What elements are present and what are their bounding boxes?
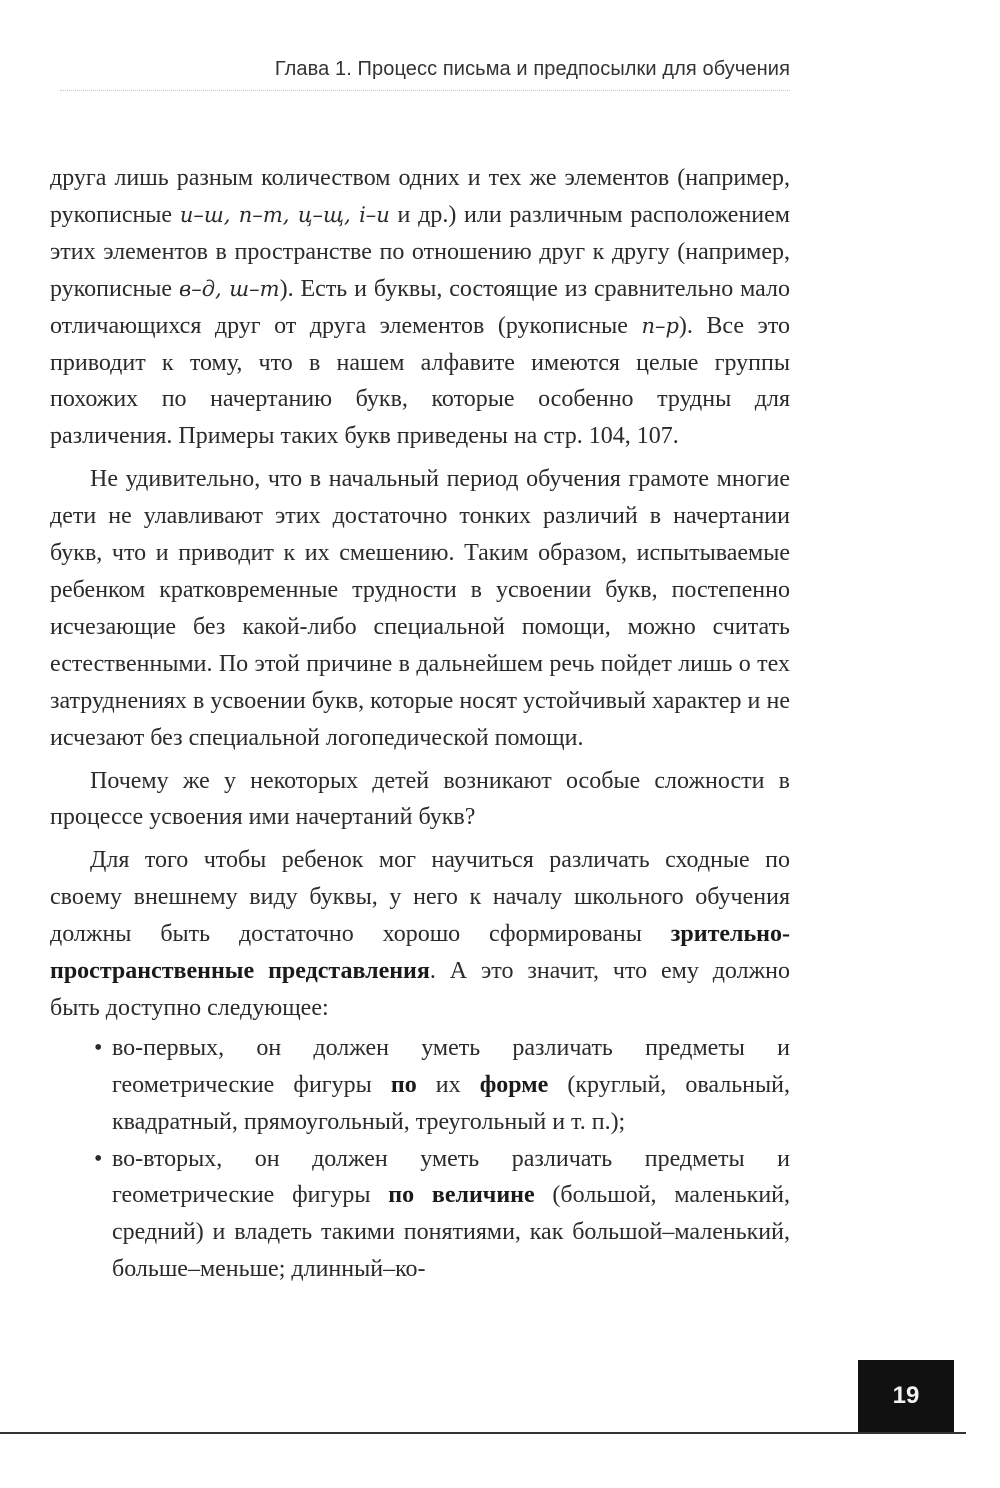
list-item-text-a: во-вторых, он должен уметь различать предметы и геометрические фигуры xyxy=(112,1145,790,1209)
paragraph-1-text-a: друга лишь разным количеством одних и тех же элементов (например, рукописные xyxy=(50,165,790,228)
header-divider xyxy=(60,90,790,91)
list-item xyxy=(94,1141,791,1289)
handwritten-letters-3: п–р xyxy=(641,313,679,338)
paragraph-4-text-a: Для того чтобы ребенок мог научиться различать сходные по своему внешнему виду буквы, у него к началу школьного обучения должны быть достаточно хорошо сформированы xyxy=(50,847,790,948)
paragraph-1-text-c: ). Есть и буквы, состоящие из сравнительно мало отличающихся друг от друга элементов (рукописные xyxy=(50,275,790,339)
paragraph-4-text-b: . А это значит, что ему должно быть доступно следующее: xyxy=(50,958,791,1021)
list-item-text-b: (большой, маленький, средний) и владеть такими понятиями, как большой–маленький, больше–меньше; длинный–ко- xyxy=(112,1182,791,1283)
running-head: Глава 1. Процесс письма и предпосылки для обучения xyxy=(274,58,790,80)
bullet-icon: • xyxy=(94,1034,103,1061)
bullet-icon: • xyxy=(94,1145,103,1172)
paragraph-4 xyxy=(50,842,790,1027)
list-item-bold: по величине xyxy=(388,1182,535,1209)
page-number: 19 xyxy=(892,1382,920,1409)
page-body xyxy=(50,160,790,1288)
paragraph-1 xyxy=(50,160,790,455)
list-item xyxy=(94,1030,790,1141)
handwritten-letters-2: в–д, ш–т xyxy=(179,276,280,301)
paragraph-1-text-d: ). Все это приводит к тому, что в нашем алфавите имеются целые группы похожих по начертанию букв, которые особенно трудны для различения. Примеры таких букв приведены на стр. 104, 107. xyxy=(50,312,790,450)
paragraph-3: Почему же у некоторых детей возникают особые сложности в процессе усвоения ими начертаний букв? xyxy=(50,767,790,831)
list-item-text-b: (круглый, овальный, квадратный, прямоугольный, треугольный и т. п.); xyxy=(112,1071,790,1135)
page-number-tab xyxy=(858,1360,954,1432)
footer-rule xyxy=(0,1432,966,1434)
list-item-bold: форме xyxy=(479,1071,549,1098)
paragraph-1-text-b: и др.) или различным расположением этих элементов в пространстве по отношению друг к другу (например, рукописные xyxy=(50,201,790,302)
list-item-text-a: во-первых, он должен уметь различать предметы и геометрические фигуры xyxy=(112,1034,790,1098)
list-item-bold: по xyxy=(390,1071,417,1098)
requirements-list xyxy=(50,1030,790,1288)
list-item-text-mid: их xyxy=(416,1071,480,1098)
handwritten-letters-1: и–ш, п–т, ц–щ, і–и xyxy=(179,202,390,227)
key-term: зрительно-пространственные представления xyxy=(50,921,790,985)
paragraph-2: Не удивительно, что в начальный период обучения грамоте многие дети не улавливают этих достаточно тонких различий в начертании букв, что и приводит к их смешению. Таким образом, испытываемые ребенком кратковременные трудности в усвоении букв, постепенно исчезающие без какой-либо специальной помощи, можно считать естественными. По этой причине в дальнейшем речь пойдет лишь о тех затруднениях в усвоении букв, которые носят устойчивый характер и не исчезают без специальной логопедической помощи. xyxy=(50,466,790,751)
